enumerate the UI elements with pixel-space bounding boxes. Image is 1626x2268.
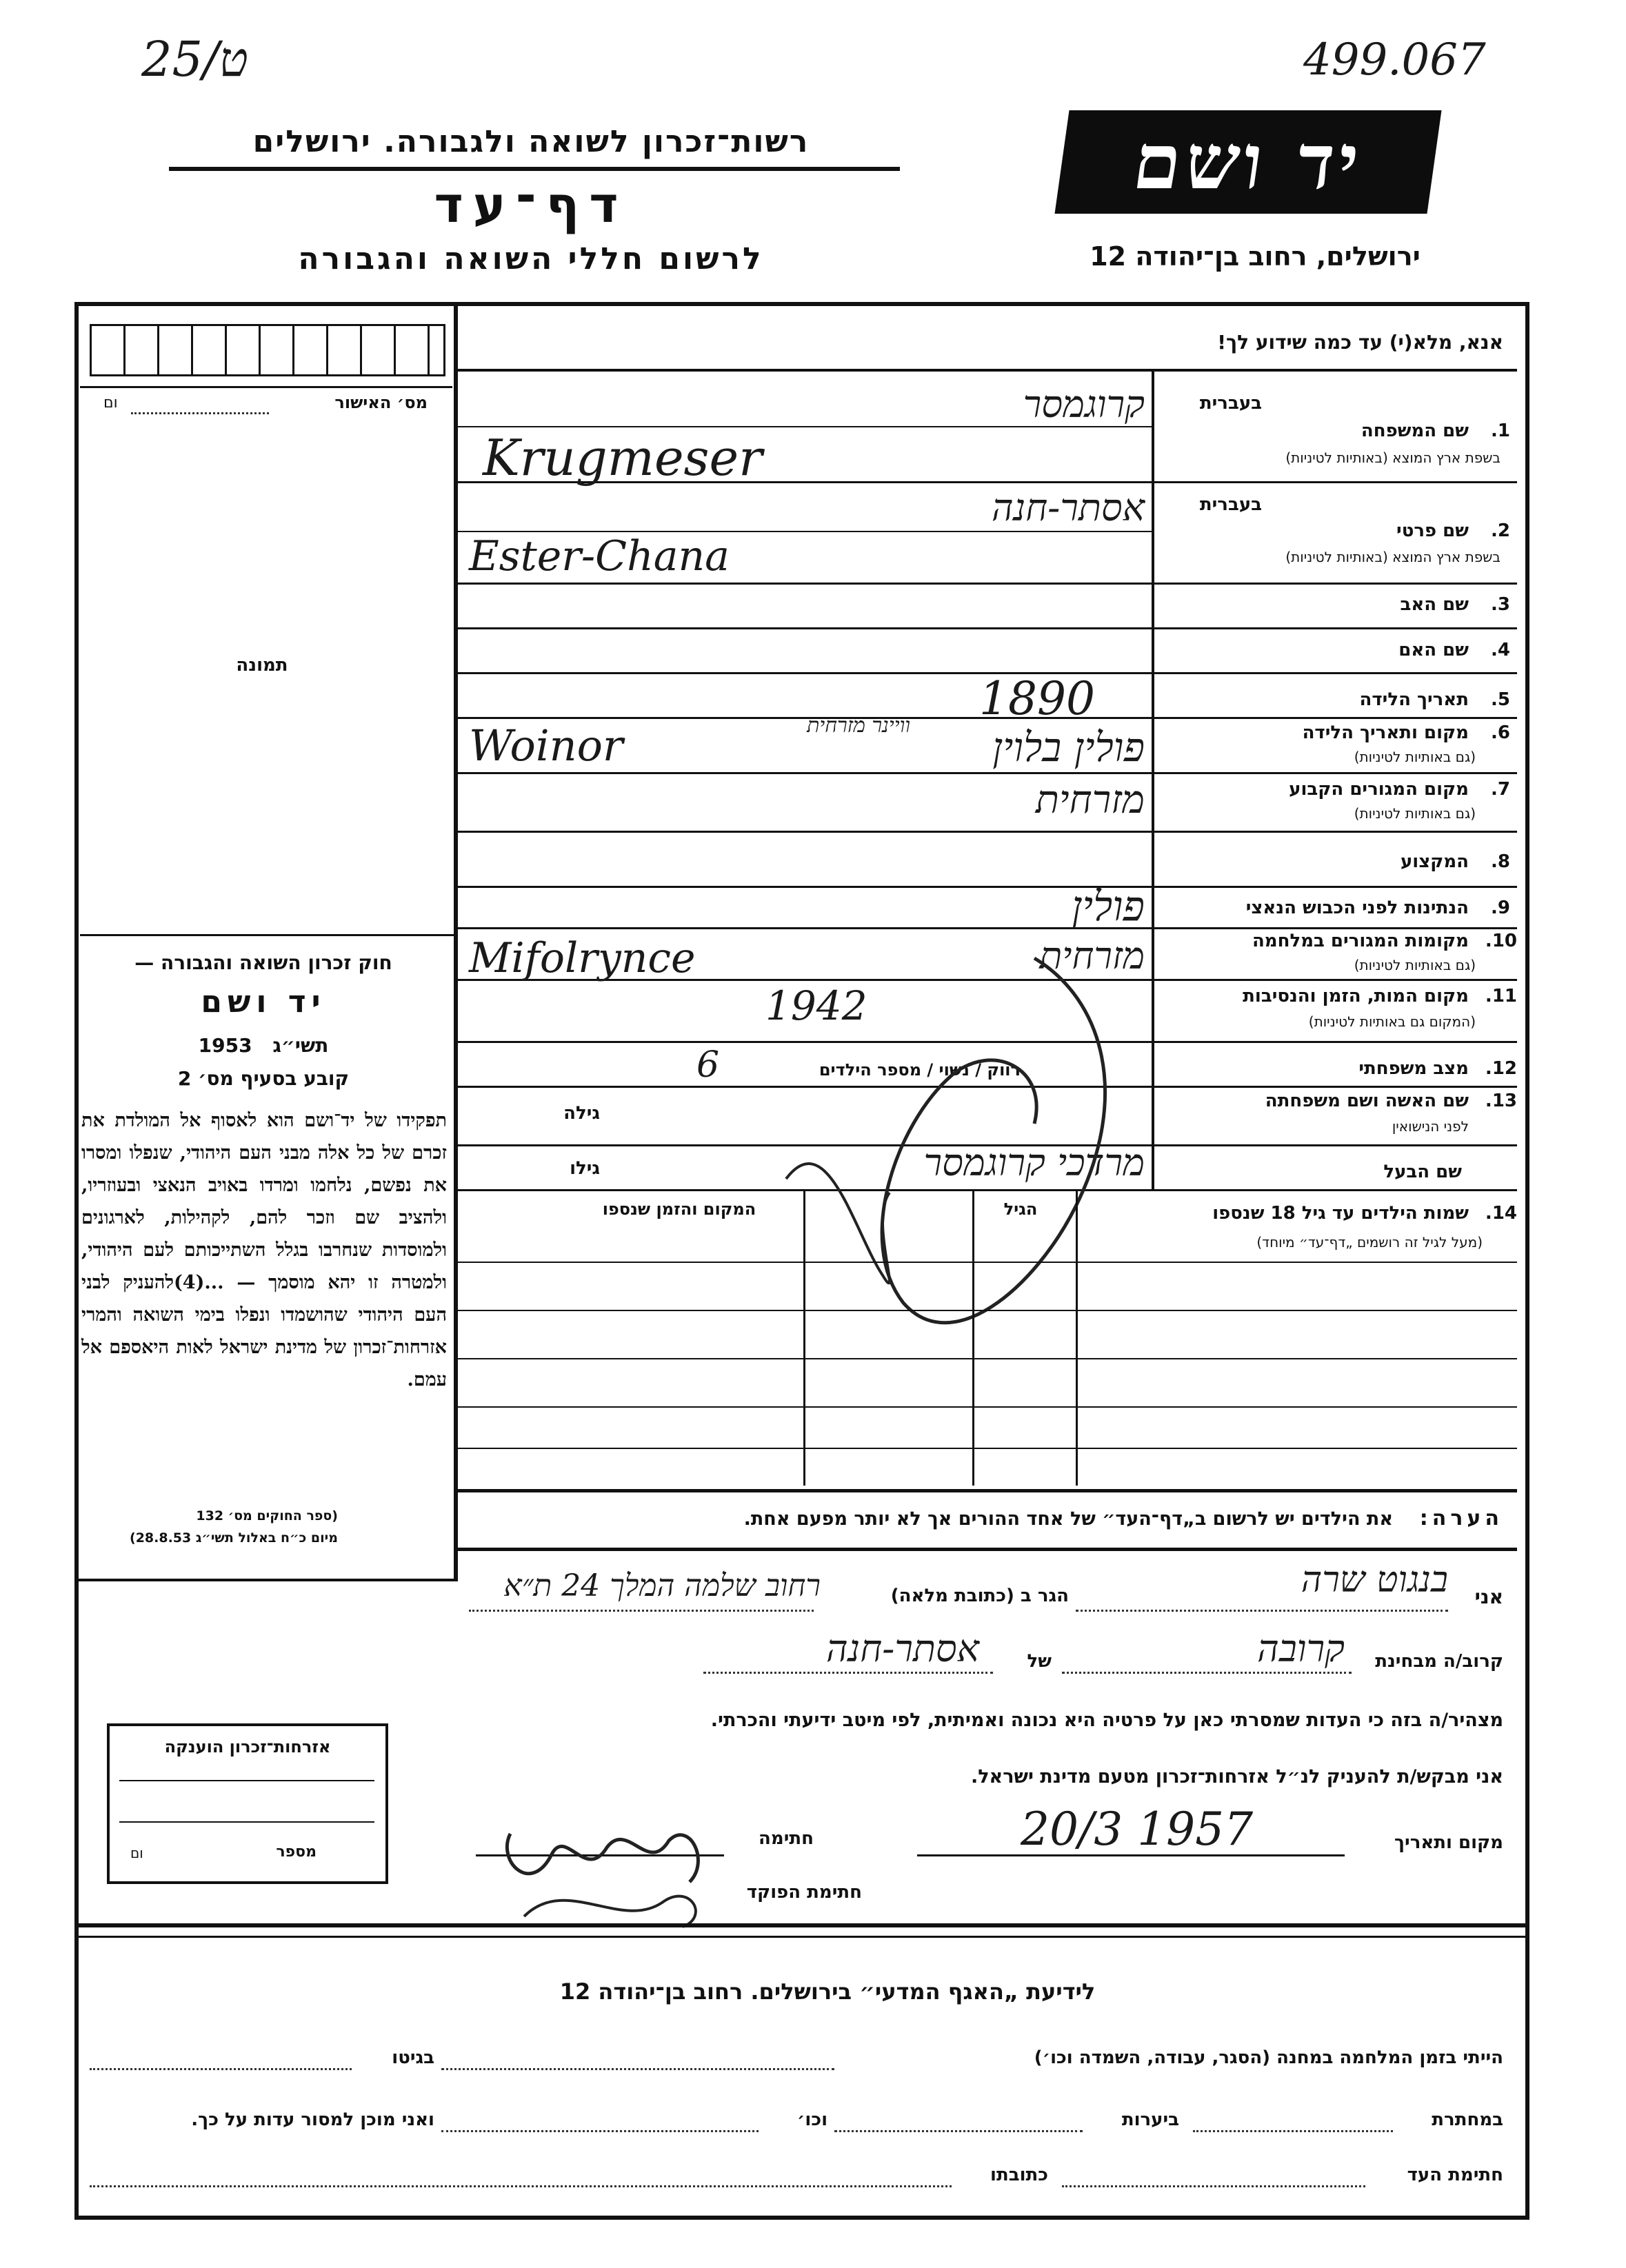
- declarant-address-label: הגר ב (כתובת מלאה): [890, 1586, 1069, 1606]
- declarant-intro: אני: [1474, 1586, 1503, 1608]
- col-place-header: המקום והזמן שנספו: [602, 1199, 756, 1219]
- gazette-date: מיום כ״ח באלול תשי״ג 28.8.53): [130, 1530, 338, 1546]
- stamp-suffix: ום: [130, 1845, 143, 1861]
- footer-line1-b: בגיטו: [392, 2047, 434, 2068]
- field-6-extra[interactable]: וויינר מזרחית: [807, 713, 910, 738]
- field-7-label: מקום המגורים הקבוע: [1289, 779, 1469, 800]
- children-row-3: [458, 1358, 1517, 1359]
- field-7-num: 7.: [1491, 779, 1510, 800]
- signature-label: חתימה: [759, 1828, 814, 1849]
- logo-text: יד ושם: [1127, 117, 1369, 206]
- field-7-value[interactable]: מזרחית: [1035, 778, 1145, 822]
- rowline-7: [458, 831, 1517, 833]
- col-age-header: הגיל: [1003, 1199, 1038, 1219]
- field-5-label: תאריך הלידה: [1359, 689, 1469, 710]
- field-8-label: המקצוע: [1400, 851, 1469, 872]
- field-12-children[interactable]: 6: [696, 1044, 720, 1086]
- children-col-div-1: [1076, 1189, 1078, 1486]
- law-title: חוק זכרון השואה והגבורה —: [134, 951, 392, 974]
- place-date-label: מקום ותאריך: [1394, 1832, 1503, 1853]
- field-10-value[interactable]: מזרחית: [1039, 934, 1145, 978]
- approval-line: [80, 386, 452, 388]
- institute-line: רשות־זכרון לשואה ולגבורה. ירושלים: [252, 124, 810, 159]
- corner-handwritten-note: 25/ט: [141, 31, 248, 88]
- children-row-5: [458, 1448, 1517, 1449]
- photo-label: תמונה: [236, 655, 288, 676]
- field-11-value[interactable]: 1942: [765, 982, 867, 1029]
- field-14-sub: (מעל לגיל זה רושמים „דף־עד״ מיוחד): [1256, 1234, 1483, 1251]
- field-10-sub: (גם באותיות לטיניות): [1354, 957, 1476, 973]
- footer-line2-a: במחתרת: [1432, 2109, 1503, 2130]
- relation-person-line: [703, 1672, 993, 1674]
- field-13-num: 13.: [1485, 1091, 1517, 1111]
- declarant-name-line: [1076, 1610, 1448, 1612]
- children-col-div-2: [972, 1189, 974, 1486]
- field-6-label: מקום ותאריך הלידה: [1302, 722, 1469, 743]
- relation-of: של: [1027, 1651, 1052, 1672]
- footer-line3-dots-b: [90, 2185, 952, 2187]
- law-body: תפקידו של יד־ושם הוא לאסוף אל המולדת את זכרם של כל אלה מבני העם היהודי, שנפלו ומסרו את נפשם, נלחמו ומרדו באויב הנאצי ובעוזריו, ולהציב שם וזכר להם, לקהילות, לארגונים ולמוסדות שנחרבו בגלל השתייכותם לעם היהודי, ולמטרה זו יהא מוסמך — ...(4)להעניק לבני העם היהודי שהושמדו ונפלו בימי השואה והמרי אזרחות־זכרון של מדינת ישראל לאות היאספם אל עמם.: [81, 1110, 447, 1390]
- field-1-sub: בשפת ארץ המוצא (באותיות לטיניות): [1285, 449, 1500, 466]
- note-label: הערה:: [1419, 1506, 1503, 1530]
- instruction-underline: [458, 369, 1517, 372]
- citizenship-stamp-box: [107, 1723, 388, 1884]
- header-address: ירושלים, רחוב בן־יהודה 12: [1090, 241, 1421, 272]
- field-6-num: 6.: [1491, 722, 1510, 743]
- footer-line3-a: חתימת העד: [1407, 2165, 1503, 2185]
- field-4-label: שם האם: [1398, 640, 1469, 660]
- footer-top-border-2: [74, 1936, 1525, 1938]
- inspector-signature-label: חתימת הפוקד: [746, 1882, 862, 1903]
- field-5-value[interactable]: 1890: [979, 672, 1095, 725]
- footer-top-border: [74, 1923, 1525, 1927]
- barcode-box: [90, 324, 445, 376]
- field-14-label: שמות הילדים עד גיל 18 שנספו: [1212, 1203, 1469, 1224]
- field-6-value[interactable]: פולין בלוין: [992, 724, 1145, 771]
- relation-value[interactable]: קרובה: [1257, 1627, 1345, 1670]
- field-9-label: הנתינות לפני הכבוש הנאצי: [1245, 898, 1469, 918]
- field-10-latin-value[interactable]: Mifolrynce: [469, 934, 696, 982]
- footer-line3-b: כתובתו: [990, 2165, 1048, 2185]
- rowline-8: [458, 886, 1517, 888]
- stamp-line-1: [119, 1780, 374, 1781]
- field-6-latin-value[interactable]: Woinor: [469, 720, 623, 771]
- field-12-label: מצב משפחתי: [1358, 1058, 1469, 1079]
- law-logo: יד ושם: [201, 984, 326, 1020]
- field-2-sub: בשפת ארץ המוצא (באותיות לטיניות): [1285, 549, 1500, 565]
- children-col-div-3: [803, 1189, 805, 1486]
- children-bottom: [458, 1489, 1517, 1492]
- footer-line2-d: ואני מוכן למסור עדות על כך.: [191, 2109, 434, 2130]
- children-row-2: [458, 1310, 1517, 1311]
- field-11-label: מקום המות, הזמן והנסיבות: [1243, 986, 1469, 1006]
- declaration-text: מצהיר/ה בזה כי העדות שמסרתי כאן על פרטיה היא נכונה ואמיתית, לפי מיטב ידיעתי והכרתי.: [710, 1710, 1503, 1731]
- footer-line2-dots-b: [834, 2130, 1083, 2132]
- field-2-num: 2.: [1491, 520, 1510, 541]
- field-13-sub: לפני הנישואין: [1392, 1118, 1469, 1135]
- field-2-latin-value[interactable]: Ester-Chana: [469, 532, 730, 580]
- law-year: 1953: [198, 1034, 252, 1057]
- field-7-sub: (גם באותיות לטיניות): [1354, 805, 1476, 822]
- field-1-hebrew-value[interactable]: קרוגמסר: [1023, 383, 1145, 426]
- rowline-3: [458, 627, 1517, 629]
- yad-vashem-logo: [1054, 110, 1441, 214]
- declarant-address[interactable]: רחוב שלמה המלך 24 ת״א: [503, 1568, 821, 1603]
- rowline-2: [458, 583, 1517, 585]
- form-subtitle: לרשום חללי השואה והגבורה: [298, 241, 764, 276]
- footer-line1-a: הייתי בזמן המלחמה במחנה (הסגר, עבודה, השמדה וכו׳): [1034, 2047, 1503, 2068]
- field-11-num: 11.: [1485, 986, 1517, 1006]
- place-date-value[interactable]: 20/3 1957: [1021, 1803, 1254, 1856]
- footer-title: לידיעת „האגף המדעי״ בירושלים. רחוב בן־יהודה 12: [559, 1978, 1096, 2005]
- law-year-heb: תשי״ג: [272, 1034, 329, 1057]
- husband-label: שם הבעל: [1383, 1162, 1462, 1182]
- declarant-address-line: [469, 1610, 814, 1612]
- form-title: דף־עד: [434, 176, 628, 234]
- field-11-sub: (המקום גם באותיות לטיניות): [1308, 1013, 1476, 1030]
- approval-suffix: ום: [103, 394, 118, 412]
- footer-line3-dots-a: [1062, 2185, 1365, 2187]
- gazette-ref: (ספר החוקים מס׳ 132: [196, 1508, 338, 1523]
- row1-midline: [458, 426, 1152, 427]
- field-1-label: שם המשפחה: [1361, 421, 1469, 441]
- field-2-hebrew-value[interactable]: אסתר-חנה: [992, 486, 1145, 529]
- rowline-6: [458, 772, 1517, 774]
- footer-line2-dots-c: [441, 2130, 759, 2132]
- children-row-1: [458, 1262, 1517, 1263]
- approval-dotted: [131, 412, 269, 414]
- footer-line2-b: ביערות: [1121, 2109, 1179, 2130]
- husband-age-label: גילו: [570, 1158, 600, 1179]
- field-12-status-options: רווק / נשוי / מספר הילדים: [819, 1060, 1021, 1080]
- sidebar-divider: [454, 306, 458, 1581]
- law-year-row: [84, 1034, 443, 1057]
- law-clause: קובע בסעיף מס׳ 2: [177, 1067, 350, 1090]
- field-4-num: 4.: [1491, 640, 1510, 660]
- handwriting-scribble: [745, 917, 1193, 1399]
- field-9-value[interactable]: פולין: [1072, 882, 1145, 931]
- stamp-number-label: מספר: [276, 1843, 317, 1861]
- note-bottom: [458, 1548, 1517, 1551]
- stamp-title: אזרחות־זכרון הוענקה: [164, 1737, 331, 1756]
- relation-label: קרוב/ה מבחינת: [1375, 1651, 1503, 1672]
- stamp-line-2: [119, 1821, 374, 1823]
- field-1-num: 1.: [1491, 421, 1510, 441]
- photo-bottom: [80, 934, 454, 936]
- relation-person[interactable]: אסתר-חנה: [826, 1627, 979, 1670]
- field-13-label: שם האשה ושם משפחתה: [1265, 1091, 1469, 1111]
- field-12-num: 12.: [1485, 1058, 1517, 1079]
- footer-line2-c: וכו׳: [796, 2109, 827, 2130]
- field-3-label: שם האב: [1400, 594, 1469, 615]
- husband-value[interactable]: מרדכי קרוגמסר: [923, 1141, 1145, 1184]
- approval-label: מס׳ האישור: [334, 393, 428, 412]
- field-5-num: 5.: [1491, 689, 1510, 710]
- request-text: אני מבקש/ת להעניק לנ״ל אזרחות־זכרון מטעם מדינת ישראל.: [970, 1766, 1503, 1788]
- note-text: את הילדים יש לרשום ב„דף־העד״ של אחד ההורים אך לא יותר מפעם אחת.: [743, 1508, 1393, 1530]
- declarant-name[interactable]: בנגוט שרה: [1301, 1559, 1448, 1601]
- footer-line1-dots-a: [441, 2068, 834, 2070]
- field-6-sub: (גם באותיות לטיניות): [1354, 749, 1476, 765]
- in-hebrew-2: בעברית: [1199, 494, 1262, 515]
- institute-underline: [169, 167, 900, 171]
- relation-line: [1062, 1672, 1352, 1674]
- field-14-num: 14.: [1485, 1203, 1517, 1224]
- field-3-num: 3.: [1491, 594, 1510, 615]
- footer-line1-dots-b: [90, 2068, 352, 2070]
- signature-scribble: [483, 1799, 731, 1937]
- in-hebrew-1: בעברית: [1199, 393, 1262, 414]
- field-10-num: 10.: [1485, 931, 1517, 951]
- children-row-4: [458, 1406, 1517, 1408]
- footer-line2-dots-a: [1193, 2130, 1393, 2132]
- field-2-label: שם פרטי: [1396, 520, 1469, 541]
- field-9-num: 9.: [1491, 898, 1510, 918]
- field-8-num: 8.: [1491, 851, 1510, 872]
- field-1-latin-value[interactable]: Krugmeser: [483, 429, 763, 487]
- instruction: אנא, מלא(י) עד כמה שידוע לך!: [1217, 331, 1503, 354]
- sidebar-bottom: [79, 1579, 456, 1581]
- wife-age-label: גילה: [563, 1103, 600, 1124]
- archive-number: 499.067: [1303, 34, 1486, 85]
- field-10-label: מקומות המגורים במלחמה: [1252, 931, 1469, 951]
